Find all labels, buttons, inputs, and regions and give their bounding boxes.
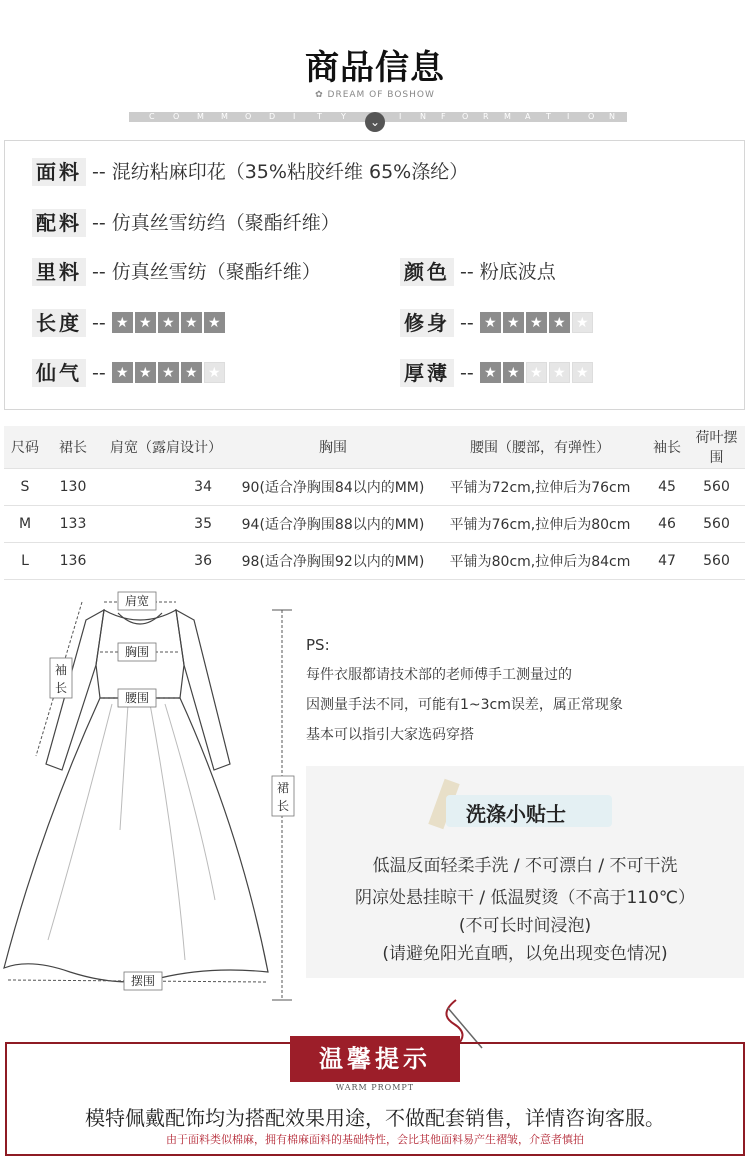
wash-line: 低温反面轻柔手洗 / 不可漂白 / 不可干洗 — [372, 856, 678, 876]
label-waist: 腰围 — [124, 691, 150, 705]
skirt-fold — [120, 704, 128, 830]
warm-prompt-note: 由于面料类似棉麻，拥有棉麻面料的基础特性，会比其他面料易产生褶皱，介意者慎拍 — [166, 1133, 584, 1146]
star-filled-icon: ★ — [549, 312, 570, 333]
dress-skirt — [4, 698, 268, 982]
info-sep: -- — [460, 362, 474, 384]
info-sep: -- — [92, 362, 106, 384]
table-cell: 90(适合净胸围84以内的MM) — [232, 469, 434, 506]
info-label-length: 长度 — [32, 309, 86, 337]
table-row — [4, 506, 745, 543]
column-header: 尺码 — [4, 426, 46, 469]
skirt-fold — [165, 704, 215, 900]
star-empty-icon: ★ — [526, 362, 547, 383]
star-filled-icon: ★ — [503, 362, 524, 383]
info-row-length — [32, 309, 225, 337]
brand-subtitle — [0, 90, 750, 100]
flower-icon: ✿ — [315, 90, 328, 100]
star-empty-icon: ★ — [549, 362, 570, 383]
band-letter: A — [525, 112, 531, 121]
band-letter: O — [245, 112, 252, 121]
table-cell: 平铺为80cm,拉伸后为84cm — [434, 543, 646, 580]
star-filled-icon: ★ — [204, 312, 225, 333]
star-filled-icon: ★ — [181, 362, 202, 383]
table-cell: 560 — [688, 469, 745, 506]
info-label-thickness: 厚薄 — [400, 359, 454, 387]
info-row-color — [400, 258, 556, 286]
column-header: 肩宽（露肩设计） — [100, 426, 232, 469]
band-letter: Y — [341, 112, 346, 121]
warm-prompt-subtitle: WARM PROMPT — [335, 1083, 415, 1092]
column-header: 荷叶摆围 — [688, 426, 745, 469]
size-table-header — [4, 426, 745, 469]
star-empty-icon: ★ — [204, 362, 225, 383]
info-sep: -- — [460, 261, 474, 283]
band-letter: R — [483, 112, 489, 121]
table-cell: 94(适合净胸围88以内的MM) — [232, 506, 434, 543]
info-row-fabric — [32, 158, 468, 186]
skirt-fold — [150, 704, 185, 960]
band-letter: M — [197, 112, 204, 121]
star-empty-icon: ★ — [572, 312, 593, 333]
dress-measurement-diagram — [0, 580, 300, 1005]
rating-stars-length — [112, 312, 225, 334]
star-filled-icon: ★ — [526, 312, 547, 333]
band-letter: I — [293, 112, 296, 121]
table-cell: 47 — [646, 543, 688, 580]
band-letter: O — [462, 112, 469, 121]
table-cell: 36 — [100, 543, 232, 580]
table-cell: 98(适合净胸围92以内的MM) — [232, 543, 434, 580]
dress-neckline — [118, 613, 162, 624]
star-filled-icon: ★ — [135, 362, 156, 383]
table-cell: 45 — [646, 469, 688, 506]
band-letter: F — [441, 112, 446, 121]
rating-stars-fit — [480, 312, 593, 334]
table-cell: 平铺为72cm,拉伸后为76cm — [434, 469, 646, 506]
info-row-lining — [32, 258, 321, 286]
warm-prompt-title: 温馨提示 — [290, 1036, 460, 1082]
info-sep: -- — [92, 312, 106, 334]
table-cell: 136 — [46, 543, 100, 580]
star-filled-icon: ★ — [112, 362, 133, 383]
table-cell: 35 — [100, 506, 232, 543]
chevron-down-icon: ⌄ — [365, 112, 385, 132]
band-letter: O — [588, 112, 595, 121]
info-row-fit — [400, 309, 593, 337]
column-header: 裙长 — [46, 426, 100, 469]
rating-stars-thickness — [480, 362, 593, 384]
label-sleeve-2: 长 — [54, 681, 68, 695]
info-label-fit: 修身 — [400, 309, 454, 337]
table-row — [4, 469, 745, 506]
info-label-fairy: 仙气 — [32, 359, 86, 387]
page-title: 商品信息 — [305, 48, 445, 88]
info-sep: -- — [460, 312, 474, 334]
band-letter: O — [173, 112, 180, 121]
ps-heading: PS: — [306, 636, 330, 654]
info-label-color: 颜色 — [400, 258, 454, 286]
label-shoulder: 肩宽 — [124, 594, 150, 608]
star-filled-icon: ★ — [135, 312, 156, 333]
band-letter: N — [609, 112, 615, 121]
info-label-fabric: 面料 — [32, 158, 86, 186]
band-letter: T — [546, 112, 551, 121]
table-cell: 46 — [646, 506, 688, 543]
column-header: 腰围（腰部，有弹性） — [434, 426, 646, 469]
label-sleeve-1: 袖 — [54, 663, 68, 677]
info-label-accessory: 配料 — [32, 209, 86, 237]
label-chest: 胸围 — [124, 645, 150, 659]
star-filled-icon: ★ — [158, 362, 179, 383]
star-filled-icon: ★ — [480, 312, 501, 333]
star-filled-icon: ★ — [112, 312, 133, 333]
brand-subtitle-text: DREAM OF BOSHOW — [327, 90, 435, 100]
table-cell: 平铺为76cm,拉伸后为80cm — [434, 506, 646, 543]
band-letter: D — [269, 112, 276, 121]
dress-sleeve-right — [176, 610, 230, 770]
info-row-thickness — [400, 359, 593, 387]
info-value-fabric: 混纺粘麻印花（35%粘胶纤维 65%涤纶） — [111, 161, 469, 183]
star-filled-icon: ★ — [158, 312, 179, 333]
table-cell: 130 — [46, 469, 100, 506]
band-letter: N — [420, 112, 426, 121]
wash-tips-title: 洗涤小贴士 — [466, 802, 566, 826]
table-cell: 560 — [688, 543, 745, 580]
info-row-accessory — [32, 209, 340, 237]
label-skirt-2: 长 — [276, 799, 290, 813]
label-hem: 摆围 — [130, 974, 156, 988]
star-filled-icon: ★ — [480, 362, 501, 383]
info-row-fairy — [32, 359, 225, 387]
ps-line: 因测量手法不同，可能有1~3cm误差，属正常现象 — [306, 697, 623, 713]
band-letter: M — [221, 112, 228, 121]
info-sep: -- — [92, 212, 106, 234]
ps-notes — [306, 630, 623, 750]
warm-prompt-message: 模特佩戴配饰均为搭配效果用途，不做配套销售，详情咨询客服。 — [85, 1106, 665, 1130]
table-cell: M — [4, 506, 46, 543]
skirt-fold — [48, 704, 112, 940]
wash-line: (不可长时间浸泡) — [458, 916, 592, 936]
table-cell: 34 — [100, 469, 232, 506]
label-skirt-1: 裙 — [276, 781, 290, 795]
band-letter: C — [149, 112, 155, 121]
ps-line: 每件衣服都请技术部的老师傅手工测量过的 — [306, 667, 572, 683]
info-label-lining: 里料 — [32, 258, 86, 286]
star-filled-icon: ★ — [503, 312, 524, 333]
ps-line: 基本可以指引大家选码穿搭 — [306, 727, 474, 743]
info-value-accessory: 仿真丝雪纺绉（聚酯纤维） — [111, 212, 340, 234]
table-cell: L — [4, 543, 46, 580]
rating-stars-fairy — [112, 362, 225, 384]
wash-line: 阴凉处悬挂晾干 / 低温熨烫（不高于110℃） — [354, 888, 696, 908]
column-header: 袖长 — [646, 426, 688, 469]
info-value-color: 粉底波点 — [479, 261, 556, 283]
table-cell: 133 — [46, 506, 100, 543]
band-letter: I — [567, 112, 570, 121]
info-sep: -- — [92, 161, 106, 183]
wash-line: (请避免阳光直晒，以免出现变色情况) — [382, 944, 668, 964]
info-value-lining: 仿真丝雪纺（聚酯纤维） — [111, 261, 321, 283]
band-letter: T — [317, 112, 322, 121]
band-letter: I — [399, 112, 402, 121]
size-table — [4, 426, 745, 580]
table-row — [4, 543, 745, 580]
table-cell: 560 — [688, 506, 745, 543]
star-filled-icon: ★ — [181, 312, 202, 333]
wash-tips-lines — [306, 850, 744, 970]
info-sep: -- — [92, 261, 106, 283]
table-cell: S — [4, 469, 46, 506]
band-letter: M — [504, 112, 511, 121]
star-empty-icon: ★ — [572, 362, 593, 383]
column-header: 胸围 — [232, 426, 434, 469]
